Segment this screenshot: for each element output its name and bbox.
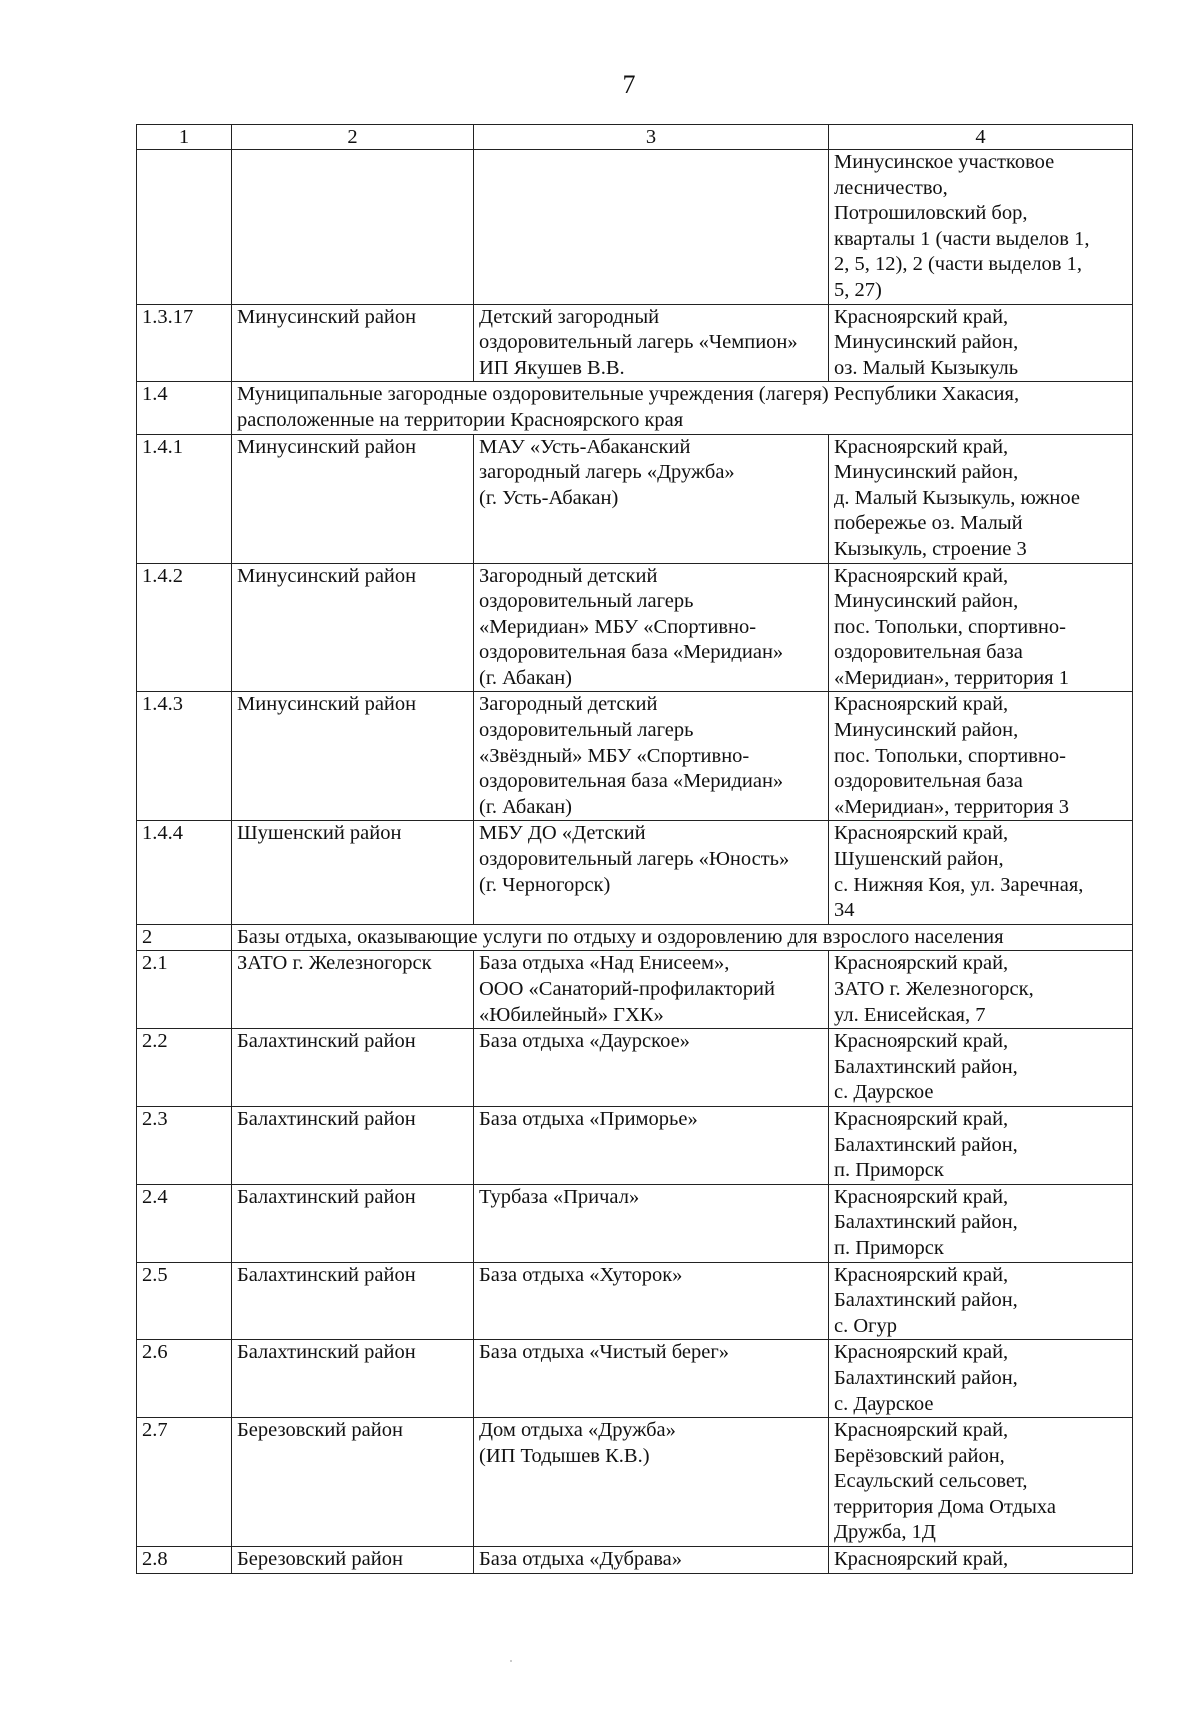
district-cell <box>232 692 474 821</box>
section-title-line: расположенные на территории Красноярского края <box>237 408 684 431</box>
district-cell-line: Балахтинский район <box>237 1107 416 1130</box>
table-row <box>137 951 1133 1029</box>
address-cell-line: п. Приморск <box>834 1236 944 1259</box>
address-cell <box>829 563 1133 692</box>
address-cell <box>829 692 1133 821</box>
section-title <box>232 924 1133 951</box>
facility-cell-line: (г. Черногорск) <box>479 873 611 896</box>
facility-cell-line: оздоровительный лагерь <box>479 590 694 613</box>
table-row <box>137 1262 1133 1340</box>
address-cell-line: ЗАТО г. Железногорск, <box>834 978 1034 1000</box>
address-cell-line: Минусинский район, <box>834 719 1019 742</box>
section-row <box>137 382 1133 434</box>
address-cell-line: Минусинский район, <box>834 461 1019 484</box>
address-cell-line: Красноярский край, <box>834 1548 1009 1571</box>
address-cell-line: ул. Енисейская, 7 <box>834 1003 986 1026</box>
district-cell-line: Балахтинский район <box>237 1185 416 1208</box>
row-number: 1.4.1 <box>137 434 232 563</box>
address-cell-line: Потрошиловский бор, <box>834 202 1028 225</box>
facility-cell-line: оздоровительный лагерь <box>479 719 694 742</box>
facility-cell <box>474 821 829 924</box>
district-cell-line: Балахтинский район <box>237 1263 416 1286</box>
section-row <box>137 924 1133 951</box>
facility-cell-line: «Меридиан» МБУ «Спортивно- <box>479 615 757 638</box>
section-title-line: Базы отдыха, оказывающие услуги по отдыху и оздоровлению для взрослого населения <box>237 925 1004 948</box>
row-number: 2.7 <box>137 1418 232 1547</box>
section-title <box>232 382 1133 434</box>
row-number: 2.2 <box>137 1029 232 1107</box>
address-cell <box>829 1262 1133 1340</box>
address-cell-line: Балахтинский район, <box>834 1211 1018 1234</box>
scan-speck <box>510 1660 512 1662</box>
facility-cell-line: оздоровительная база «Меридиан» <box>479 641 784 664</box>
column-header-facility: 3 <box>474 125 829 150</box>
address-cell-line: 5, 27) <box>834 278 882 301</box>
district-cell-line: ЗАТО г. Железногорск <box>237 952 432 975</box>
address-cell-line: Красноярский край, <box>834 822 1009 845</box>
facility-cell <box>474 1106 829 1184</box>
facility-cell-line: База отдыха «Даурское» <box>479 1030 690 1053</box>
district-cell <box>232 304 474 382</box>
address-cell <box>829 951 1133 1029</box>
address-cell-line: «Меридиан», территория 3 <box>834 795 1069 818</box>
row-number: 1.4.3 <box>137 692 232 821</box>
address-cell-line: Балахтинский район, <box>834 1366 1018 1389</box>
district-cell <box>232 1262 474 1340</box>
facility-cell-line: «Звёздный» МБУ «Спортивно- <box>479 744 750 767</box>
facility-cell <box>474 563 829 692</box>
district-cell-line: Минусинский район <box>237 564 417 587</box>
address-cell-line: Красноярский край, <box>834 1419 1009 1442</box>
facility-cell-line: (г. Абакан) <box>479 795 573 818</box>
facility-cell-line: МБУ ДО «Детский <box>479 822 646 845</box>
table-row <box>137 1106 1133 1184</box>
district-cell <box>232 434 474 563</box>
facility-cell <box>474 1262 829 1340</box>
facility-cell <box>474 1418 829 1547</box>
address-cell-line: Красноярский край, <box>834 1263 1009 1286</box>
facility-cell <box>474 304 829 382</box>
address-cell-line: территория Дома Отдыха <box>834 1495 1056 1518</box>
facility-cell-line: База отдыха «Над Енисеем», <box>479 952 730 975</box>
facility-cell-line: оздоровительная база «Меридиан» <box>479 770 784 793</box>
address-cell-line: с. Огур <box>834 1314 898 1337</box>
address-cell-line: Красноярский край, <box>834 1341 1009 1364</box>
address-cell-line: Красноярский край, <box>834 435 1009 458</box>
row-number: 1.3.17 <box>137 304 232 382</box>
district-cell <box>232 1184 474 1262</box>
address-cell <box>829 1547 1133 1574</box>
table-row <box>137 304 1133 382</box>
address-cell-line: пос. Топольки, спортивно- <box>834 615 1066 638</box>
district-cell-line: Минусинский район <box>237 435 417 458</box>
facility-cell-line: оздоровительный лагерь «Чемпион» <box>479 331 798 354</box>
facility-cell <box>474 1184 829 1262</box>
address-cell-line: Красноярский край, <box>834 1107 1009 1130</box>
district-cell <box>232 563 474 692</box>
address-cell-line: оздоровительная база <box>834 641 1023 664</box>
table-row <box>137 150 1133 305</box>
facility-cell <box>474 150 829 305</box>
facility-cell-line: МАУ «Усть-Абаканский <box>479 435 691 458</box>
facility-cell-line: Дом отдыха «Дружба» <box>479 1419 676 1442</box>
table-row <box>137 434 1133 563</box>
address-cell-line: с. Нижняя Коя, ул. Заречная, <box>834 873 1084 896</box>
row-number <box>137 150 232 305</box>
address-cell-line: Красноярский край, <box>834 1030 1009 1053</box>
facility-cell-line: База отдыха «Хуторок» <box>479 1263 683 1286</box>
district-cell-line: Березовский район <box>237 1419 403 1442</box>
address-cell-line: д. Малый Кызыкуль, южное <box>834 486 1080 509</box>
table-row <box>137 1418 1133 1547</box>
district-cell <box>232 1547 474 1574</box>
facility-cell <box>474 692 829 821</box>
row-number: 2.4 <box>137 1184 232 1262</box>
table-row <box>137 692 1133 821</box>
address-cell-line: оз. Малый Кызыкуль <box>834 356 1019 379</box>
row-number: 2 <box>137 924 232 951</box>
address-cell-line: Минусинское участковое <box>834 151 1055 173</box>
facility-cell-line: загородный лагерь «Дружба» <box>479 461 735 484</box>
row-number: 2.5 <box>137 1262 232 1340</box>
address-cell-line: с. Даурское <box>834 1081 934 1104</box>
facility-cell-line: Турбаза «Причал» <box>479 1185 640 1208</box>
address-cell-line: 2, 5, 12), 2 (части выделов 1, <box>834 253 1082 276</box>
facility-cell-line: ИП Якушев В.В. <box>479 356 625 379</box>
facility-cell-line: (ИП Тодышев К.В.) <box>479 1444 650 1467</box>
district-cell-line: Березовский район <box>237 1548 403 1571</box>
column-header-address: 4 <box>829 125 1133 150</box>
address-cell <box>829 150 1133 305</box>
district-cell <box>232 951 474 1029</box>
facility-cell-line: оздоровительный лагерь «Юность» <box>479 848 790 871</box>
address-cell-line: Кызыкуль, строение 3 <box>834 537 1027 560</box>
facility-cell <box>474 1029 829 1107</box>
row-number: 2.1 <box>137 951 232 1029</box>
address-cell <box>829 1418 1133 1547</box>
facility-cell-line: База отдыха «Дубрава» <box>479 1548 683 1571</box>
address-cell <box>829 821 1133 924</box>
table-row <box>137 563 1133 692</box>
section-title-line: Муниципальные загородные оздоровительные учреждения (лагеря) Республики Хакасия, <box>237 383 1020 406</box>
address-cell-line: п. Приморск <box>834 1159 944 1182</box>
district-cell <box>232 821 474 924</box>
facility-cell-line: База отдыха «Чистый берег» <box>479 1341 730 1364</box>
row-number: 1.4 <box>137 382 232 434</box>
address-cell-line: Балахтинский район, <box>834 1133 1018 1156</box>
row-number: 2.6 <box>137 1340 232 1418</box>
facility-cell <box>474 1340 829 1418</box>
address-cell-line: побережье оз. Малый <box>834 512 1023 535</box>
facility-cell <box>474 434 829 563</box>
district-cell <box>232 1106 474 1184</box>
district-cell <box>232 150 474 305</box>
address-cell-line: пос. Топольки, спортивно- <box>834 744 1066 767</box>
address-cell-line: Красноярский край, <box>834 952 1009 975</box>
address-cell <box>829 1029 1133 1107</box>
row-number: 1.4.4 <box>137 821 232 924</box>
district-cell-line: Балахтинский район <box>237 1341 416 1364</box>
facility-cell-line: База отдыха «Приморье» <box>479 1107 698 1130</box>
address-cell-line: Красноярский край, <box>834 305 1009 328</box>
district-cell <box>232 1029 474 1107</box>
facility-cell <box>474 1547 829 1574</box>
district-cell-line: Балахтинский район <box>237 1030 416 1053</box>
address-cell-line: оздоровительная база <box>834 770 1023 793</box>
district-cell <box>232 1418 474 1547</box>
address-cell-line: «Меридиан», территория 1 <box>834 666 1069 689</box>
address-cell <box>829 1184 1133 1262</box>
facility-cell-line: (г. Абакан) <box>479 666 573 689</box>
address-cell-line: Минусинский район, <box>834 590 1019 613</box>
facility-cell-line: Загородный детский <box>479 564 658 587</box>
facility-cell-line: Детский загородный <box>479 305 660 328</box>
page-number: 7 <box>622 70 636 99</box>
table-row <box>137 1029 1133 1107</box>
row-number: 1.4.2 <box>137 563 232 692</box>
district-cell <box>232 1340 474 1418</box>
address-cell-line: Дружба, 1Д <box>834 1521 936 1544</box>
address-cell-line: кварталы 1 (части выделов 1, <box>834 227 1090 250</box>
address-cell-line: Минусинский район, <box>834 331 1019 354</box>
address-cell-line: Есаульский сельсовет, <box>834 1470 1028 1493</box>
row-number: 2.8 <box>137 1547 232 1574</box>
address-cell-line: Красноярский край, <box>834 693 1009 716</box>
address-cell-line: лесничество, <box>834 176 948 199</box>
row-number: 2.3 <box>137 1106 232 1184</box>
address-cell <box>829 1106 1133 1184</box>
address-cell-line: Красноярский край, <box>834 1185 1009 1208</box>
address-cell-line: Красноярский край, <box>834 564 1009 587</box>
address-cell-line: Балахтинский район, <box>834 1289 1018 1312</box>
table-body <box>137 150 1133 1574</box>
address-cell-line: Берёзовский район, <box>834 1444 1005 1467</box>
address-cell-line: Балахтинский район, <box>834 1055 1018 1078</box>
facility-cell-line: ООО «Санаторий-профилакторий <box>479 978 775 1000</box>
facility-cell-line: «Юбилейный» ГХК» <box>479 1003 664 1026</box>
address-cell <box>829 304 1133 382</box>
facility-cell <box>474 951 829 1029</box>
table-row <box>137 1184 1133 1262</box>
table-row <box>137 1340 1133 1418</box>
address-cell-line: с. Даурское <box>834 1392 934 1415</box>
facility-cell-line: (г. Усть-Абакан) <box>479 486 619 509</box>
table-row <box>137 821 1133 924</box>
district-cell-line: Шушенский район <box>237 822 402 845</box>
recreation-facilities-table <box>136 124 1133 1574</box>
facility-cell-line: Загородный детский <box>479 693 658 716</box>
address-cell <box>829 434 1133 563</box>
address-cell <box>829 1340 1133 1418</box>
address-cell-line: 34 <box>834 899 855 922</box>
table-row <box>137 1547 1133 1574</box>
column-header-number: 1 <box>137 125 232 150</box>
column-header-district: 2 <box>232 125 474 150</box>
district-cell-line: Минусинский район <box>237 693 417 716</box>
address-cell-line: Шушенский район, <box>834 848 1004 871</box>
table-header-row <box>137 125 1133 150</box>
district-cell-line: Минусинский район <box>237 305 417 328</box>
